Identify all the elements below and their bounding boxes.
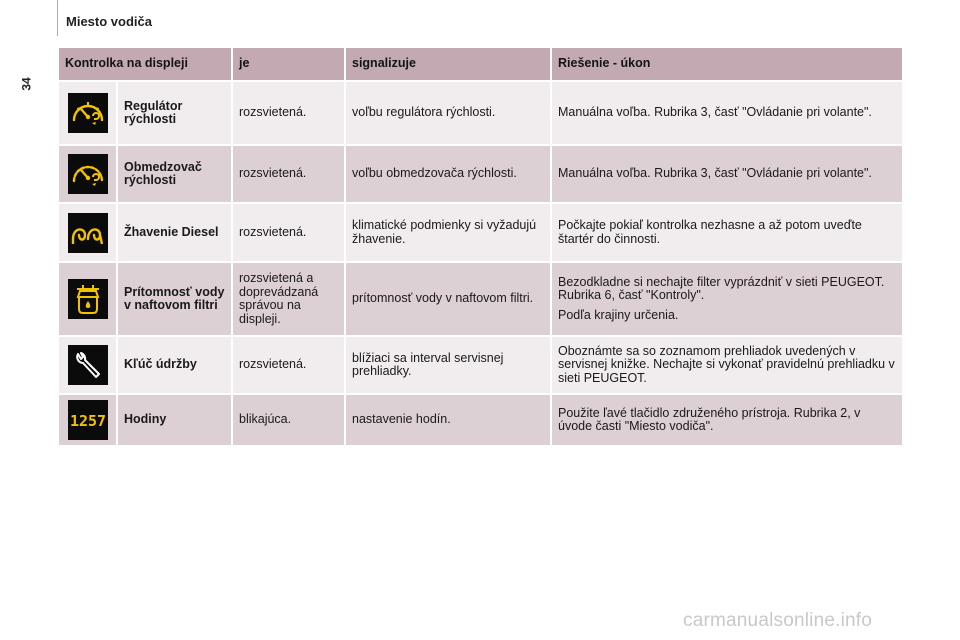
lamp-state: rozsvietená a doprevádzaná správou na displeji. bbox=[232, 262, 345, 336]
clock-digits-icon bbox=[68, 400, 108, 440]
table-row bbox=[58, 81, 903, 145]
lamp-state: rozsvietená. bbox=[232, 336, 345, 394]
lamp-solution bbox=[551, 336, 903, 394]
column-header-signal: signalizuje bbox=[345, 47, 551, 81]
lamp-solution bbox=[551, 262, 903, 336]
lamp-name: Obmedzovač rýchlosti bbox=[117, 145, 232, 203]
lamp-name: Prítomnosť vody v naftovom filtri bbox=[117, 262, 232, 336]
table-row bbox=[58, 145, 903, 203]
table-row bbox=[58, 394, 903, 446]
page-number: 34 bbox=[19, 77, 34, 91]
lamp-signal: voľbu regulátora rýchlosti. bbox=[345, 81, 551, 145]
solution-text: Použite ľavé tlačidlo združeného prístroja. Rubrika 2, v úvode časti "Miesto vodiča". bbox=[558, 405, 861, 433]
solution-note: Podľa krajiny určenia. bbox=[558, 307, 679, 322]
table-row bbox=[58, 203, 903, 262]
side-rule bbox=[57, 0, 58, 36]
lamp-state: rozsvietená. bbox=[232, 145, 345, 203]
solution-text: Počkajte pokiaľ kontrolka nezhasne a až potom uveďte štartér do činnosti. bbox=[558, 218, 862, 246]
solution-text: Manuálna voľba. Rubrika 3, časť "Ovládanie pri volante". bbox=[558, 166, 872, 181]
lamp-cell bbox=[58, 394, 117, 446]
lamp-solution bbox=[551, 203, 903, 262]
column-header-lamp: Kontrolka na displeji bbox=[58, 47, 232, 81]
lamp-name: Žhavenie Diesel bbox=[117, 203, 232, 262]
speedometer-limiter-icon bbox=[68, 154, 108, 194]
lamp-signal: nastavenie hodín. bbox=[345, 394, 551, 446]
lamp-state: blikajúca. bbox=[232, 394, 345, 446]
lamp-cell bbox=[58, 145, 117, 203]
lamp-solution bbox=[551, 81, 903, 145]
lamp-cell bbox=[58, 81, 117, 145]
lamp-name: Hodiny bbox=[117, 394, 232, 446]
lamp-cell bbox=[58, 203, 117, 262]
lamp-state: rozsvietená. bbox=[232, 81, 345, 145]
lamp-cell bbox=[58, 262, 117, 336]
lamp-solution bbox=[551, 145, 903, 203]
lamp-name: Kľúč údržby bbox=[117, 336, 232, 394]
solution-text: Bezodkladne si nechajte filter vyprázdniť v sieti PEUGEOT. Rubrika 6, časť "Kontroly". bbox=[558, 274, 885, 303]
table-header-row bbox=[58, 47, 903, 81]
solution-text: Oboznámte sa so zoznamom prehliadok uvedených v servisnej knižke. Nechajte si vykonať pravidelnú prehliadku v sieti PEUGEOT. bbox=[558, 343, 895, 385]
lamp-signal: prítomnosť vody v naftovom filtri. bbox=[345, 262, 551, 336]
lamp-solution bbox=[551, 394, 903, 446]
lamp-state: rozsvietená. bbox=[232, 203, 345, 262]
water-in-fuel-icon bbox=[68, 279, 108, 319]
glow-plug-icon bbox=[68, 213, 108, 253]
lamp-signal: voľbu obmedzovača rýchlosti. bbox=[345, 145, 551, 203]
warning-lamp-table bbox=[57, 46, 904, 447]
section-title: Miesto vodiča bbox=[66, 14, 152, 29]
lamp-name: Regulátor rýchlosti bbox=[117, 81, 232, 145]
table-row bbox=[58, 336, 903, 394]
lamp-signal: klimatické podmienky si vyžadujú žhavenie. bbox=[345, 203, 551, 262]
lamp-signal: blížiaci sa interval servisnej prehliadky. bbox=[345, 336, 551, 394]
clock-digits-text: 1257 bbox=[69, 412, 106, 430]
wrench-icon bbox=[68, 345, 108, 385]
column-header-solution: Riešenie - úkon bbox=[551, 47, 903, 81]
solution-text: Manuálna voľba. Rubrika 3, časť "Ovládanie pri volante". bbox=[558, 105, 872, 120]
watermark: carmanualsonline.info bbox=[683, 610, 873, 631]
table-row bbox=[58, 262, 903, 336]
lamp-cell bbox=[58, 336, 117, 394]
speedometer-cruise-icon bbox=[68, 93, 108, 133]
column-header-state: je bbox=[232, 47, 345, 81]
